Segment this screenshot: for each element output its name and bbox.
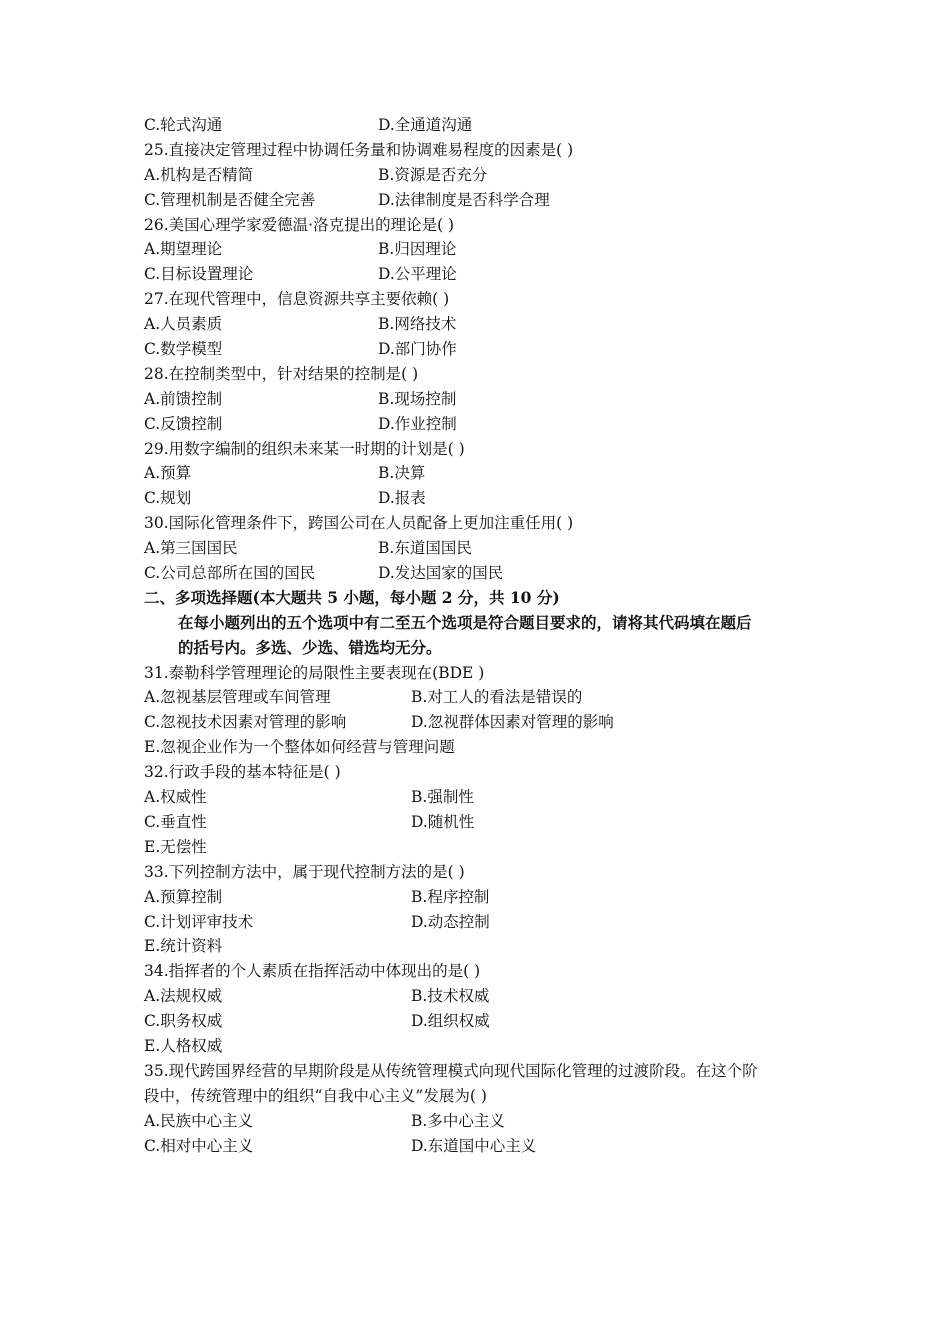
option-right: B.网络技术: [378, 315, 457, 334]
option-right: D.作业控制: [378, 414, 457, 433]
option-row: [144, 337, 814, 362]
section-heading: 二、多项选择题(本大题共 5 小题，每小题 2 分，共 10 分): [144, 587, 560, 607]
option-left: A.预算控制: [144, 887, 223, 906]
option-row: [144, 461, 814, 486]
option-left: C.公司总部所在国的国民: [144, 564, 316, 583]
question-text: 27.在现代管理中，信息资源共享主要依赖( ): [144, 290, 450, 309]
question-text: E.统计资料: [144, 937, 223, 956]
option-row: [144, 710, 814, 735]
option-right: D.法律制度是否科学合理: [378, 190, 550, 209]
question-text: E.无偿性: [144, 837, 207, 856]
option-row: [144, 1109, 814, 1134]
question-text: 33.下列控制方法中，属于现代控制方法的是( ): [144, 862, 465, 881]
option-left: C.忽视技术因素对管理的影响: [144, 713, 347, 732]
option-row: [144, 237, 814, 262]
option-left: A.前馈控制: [144, 389, 223, 408]
option-left: A.忽视基层管理或车间管理: [144, 688, 331, 707]
option-right: B.技术权威: [411, 987, 490, 1006]
question-text: 35.现代跨国界经营的早期阶段是从传统管理模式向现代国际化管理的过渡阶段。在这个阶: [144, 1061, 758, 1080]
option-right: D.随机性: [411, 812, 475, 831]
option-left: C.垂直性: [144, 812, 207, 831]
option-row: [144, 685, 814, 710]
option-row: [144, 387, 814, 412]
option-left: C.数学模型: [144, 340, 223, 359]
question-text: 28.在控制类型中，针对结果的控制是( ): [144, 364, 419, 383]
question-text: 25.直接决定管理过程中协调任务量和协调难易程度的因素是( ): [144, 140, 574, 159]
question-text: E.人格权威: [144, 1036, 223, 1055]
section-instruction: 的括号内。多选、少选、错选均无分。: [178, 637, 442, 657]
question-text: 30.国际化管理条件下，跨国公司在人员配备上更加注重任用( ): [144, 514, 574, 533]
option-row: [144, 412, 814, 437]
option-row: [144, 984, 814, 1009]
option-right: D.发达国家的国民: [378, 564, 504, 583]
option-row: [144, 810, 814, 835]
option-row: [144, 312, 814, 337]
option-left: A.机构是否精简: [144, 165, 254, 184]
option-left: C.计划评审技术: [144, 912, 254, 931]
option-left: C.反馈控制: [144, 414, 223, 433]
option-right: D.报表: [378, 489, 426, 508]
option-left: A.法规权威: [144, 987, 223, 1006]
question-text: 31.泰勒科学管理理论的局限性主要表现在(BDE ): [144, 663, 485, 682]
option-right: D.组织权威: [411, 1012, 490, 1031]
option-row: [144, 785, 814, 810]
question-text: E.忽视企业作为一个整体如何经营与管理问题: [144, 738, 455, 757]
option-left: A.人员素质: [144, 315, 223, 334]
question-text: 26.美国心理学家爱德温·洛克提出的理论是( ): [144, 215, 455, 234]
option-left: C.目标设置理论: [144, 265, 254, 284]
option-right: D.东道国中心主义: [411, 1136, 537, 1155]
question-text: 34.指挥者的个人素质在指挥活动中体现出的是( ): [144, 962, 481, 981]
option-left: C.规划: [144, 489, 192, 508]
option-row: [144, 113, 814, 138]
option-row: [144, 536, 814, 561]
option-left: C.职务权威: [144, 1012, 223, 1031]
section-instruction: 在每小题列出的五个选项中有二至五个选项是符合题目要求的，请将其代码填在题后: [178, 612, 752, 632]
option-left: A.权威性: [144, 788, 207, 807]
option-row: [144, 1134, 814, 1159]
question-text: 32.行政手段的基本特征是( ): [144, 763, 341, 782]
option-row: [144, 885, 814, 910]
option-left: A.预算: [144, 464, 192, 483]
option-right: B.多中心主义: [411, 1111, 505, 1130]
option-right: D.忽视群体因素对管理的影响: [411, 713, 614, 732]
option-right: B.对工人的看法是错误的: [411, 688, 583, 707]
option-left: A.期望理论: [144, 240, 223, 259]
option-right: D.动态控制: [411, 912, 490, 931]
option-right: B.资源是否充分: [378, 165, 488, 184]
option-left: C.相对中心主义: [144, 1136, 254, 1155]
option-right: B.东道国国民: [378, 539, 472, 558]
option-right: B.强制性: [411, 788, 474, 807]
option-row: [144, 1009, 814, 1034]
option-row: [144, 163, 814, 188]
option-right: B.归因理论: [378, 240, 457, 259]
option-right: B.决算: [378, 464, 426, 483]
option-left: A.第三国国民: [144, 539, 238, 558]
option-left: A.民族中心主义: [144, 1111, 254, 1130]
option-row: [144, 486, 814, 511]
option-row: [144, 910, 814, 935]
option-row: [144, 188, 814, 213]
option-right: D.全通道沟通: [378, 116, 473, 134]
option-row: [144, 561, 814, 586]
question-text: 段中，传统管理中的组织“自我中心主义”发展为( ): [144, 1086, 487, 1105]
option-right: B.程序控制: [411, 887, 490, 906]
option-left: C.管理机制是否健全完善: [144, 190, 316, 209]
option-right: D.公平理论: [378, 265, 457, 284]
option-right: D.部门协作: [378, 340, 457, 359]
option-row: [144, 262, 814, 287]
option-left: C.轮式沟通: [144, 116, 223, 134]
question-text: 29.用数字编制的组织未来某一时期的计划是( ): [144, 439, 465, 458]
option-right: B.现场控制: [378, 389, 457, 408]
exam-page: [144, 113, 814, 1158]
